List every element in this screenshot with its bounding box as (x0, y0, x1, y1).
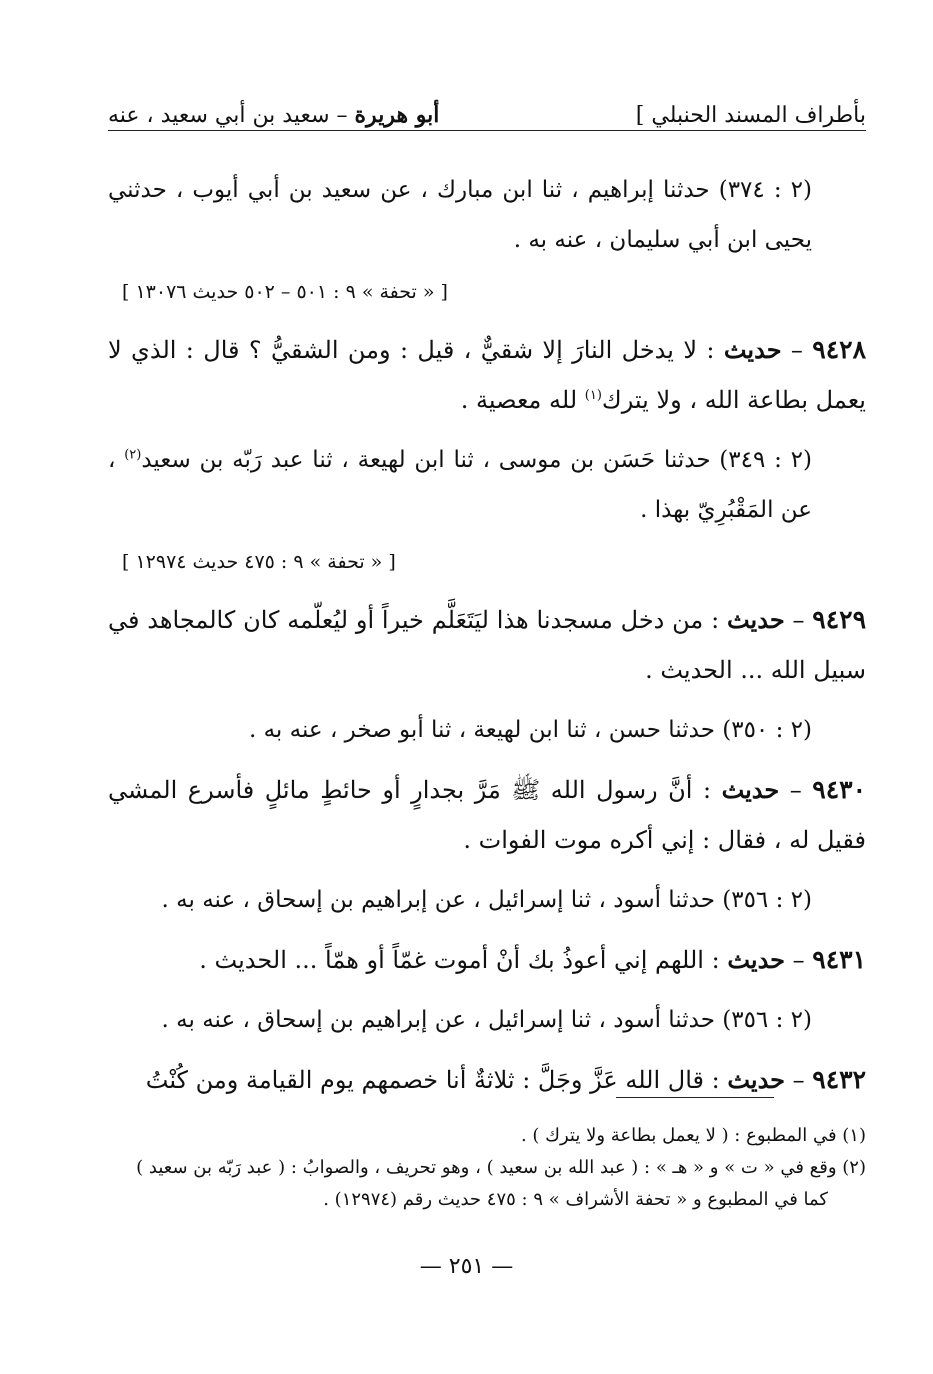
footnote-ref-1: (١) (584, 388, 602, 403)
hadith-9432: ٩٤٣٢ – حديث : قال الله عَزَّ وجَلَّ : ثلاثةٌ أنا خصمهم يوم القيامة ومن كُنْتُ (145, 1065, 866, 1094)
hadith-text: : أنَّ رسول الله ﷺ مَرَّ بجدارٍ أو حائطٍ مائلٍ فأسرع المشي فقيل له ، فقال : إني أكره موت الفوات . (108, 776, 866, 854)
chain-text: (٢ : ٣٤٩) حدثنا حَسَن بن موسى ، ثنا ابن لهيعة ، ثنا عبد رَبّه بن سعيد (141, 447, 813, 473)
hadith-number: ٩٤٢٩ (812, 605, 866, 634)
hadith-9428: ٩٤٢٨ – حديث : لا يدخل النارَ إلا شقيٌّ ، قيل : ومن الشقيُّ ؟ قال : الذي لا يعمل بطاعة الله ، ولا يترك$^{(١)}$ لله معصية . (108, 335, 866, 414)
chain-350: (٢ : ٣٥٠) حدثنا حسن ، ثنا ابن لهيعة ، ثنا أبو صخر ، عنه به . (248, 717, 812, 743)
hadith-keyword: حديث (727, 945, 786, 974)
footnote-1: (١) في المطبوع : ( لا يعمل بطاعة ولا يترك ) . (520, 1125, 866, 1146)
footnote-2-continued: كما في المطبوع و « تحفة الأشراف » ٩ : ٤٧٥ حديث رقم (١٢٩٧٤) . (323, 1189, 828, 1210)
hadith-number: ٩٤٣٢ (812, 1065, 866, 1094)
hadith-keyword: حديث (727, 1065, 786, 1094)
header-section-bold: أبو هريرة (354, 102, 440, 128)
footnote-2: (٢) وقع في « ت » و « هـ » : ( عبد الله بن سعيد ) ، وهو تحريف ، والصوابُ : ( عبد رَبّه بن سعيد ) (136, 1157, 866, 1178)
footnote-divider (616, 1097, 774, 1098)
hadith-text: : لا يدخل النارَ إلا شقيٌّ ، قيل : ومن الشقيُّ ؟ قال : الذي لا يعمل بطاعة الله ، ولا يترك (108, 336, 866, 414)
hadith-text-end: لله معصية . (460, 386, 585, 414)
hadith-keyword: حديث (726, 605, 785, 634)
tuhfa-ref-1: [ « تحفة » ٩ : ٥٠١ – ٥٠٢ حديث ١٣٠٧٦ ] (122, 281, 448, 303)
chain-text-end: ، عن المَقْبُرِيّ بهذا . (108, 447, 812, 523)
footnotes (108, 1120, 866, 1216)
tuhfa-ref-2: [ « تحفة » ٩ : ٤٧٥ حديث ١٢٩٧٤ ] (122, 551, 396, 573)
footnote-ref-2: (٢) (124, 447, 142, 463)
hadith-keyword: حديث (721, 775, 780, 804)
chain-356-a: (٢ : ٣٥٦) حدثنا أسود ، ثنا إسرائيل ، عن إبراهيم بن إسحاق ، عنه به . (161, 887, 812, 913)
hadith-9431: ٩٤٣١ – حديث : اللهم إني أعوذُ بك أنْ أموت غمّاً أو همّاً ... الحديث . (199, 945, 866, 974)
running-header (108, 96, 866, 131)
hadith-text: : من دخل مسجدنا هذا ليَتَعَلَّم خيراً أو ليُعلّمه كان كالمجاهد في سبيل الله ... الحديث . (108, 606, 866, 684)
hadith-9430: ٩٤٣٠ – حديث : أنَّ رسول الله ﷺ مَرَّ بجدارٍ أو حائطٍ مائلٍ فأسرع المشي فقيل له ، فقال : إني أكره موت الفوات . (108, 775, 866, 854)
hadith-number: ٩٤٢٨ (812, 335, 866, 364)
chain-374: (٢ : ٣٧٤) حدثنا إبراهيم ، ثنا ابن مبارك ، عن سعيد بن أبي أيوب ، حدثني يحيى ابن أبي سليمان ، عنه به . (108, 177, 812, 253)
chain-349 (108, 435, 866, 535)
main-text (108, 165, 866, 1115)
page-number: — ٢٥١ — (419, 1254, 514, 1279)
hadith-text: : اللهم إني أعوذُ بك أنْ أموت غمّاً أو همّاً ... الحديث . (199, 946, 728, 974)
chain-356-b: (٢ : ٣٥٦) حدثنا أسود ، ثنا إسرائيل ، عن إبراهيم بن إسحاق ، عنه به . (161, 1007, 812, 1033)
hadith-keyword: حديث (723, 335, 782, 364)
hadith-number: ٩٤٣٠ (812, 775, 866, 804)
header-section (108, 101, 439, 130)
header-title: بأطراف المسند الحنبلي ] (635, 103, 866, 128)
header-section-rest: – سعيد بن أبي سعيد ، عنه (108, 103, 355, 128)
hadith-number: ٩٤٣١ (812, 945, 866, 974)
hadith-text: : قال الله عَزَّ وجَلَّ : ثلاثةٌ أنا خصمهم يوم القيامة ومن كُنْتُ (145, 1066, 728, 1094)
hadith-9429: ٩٤٢٩ – حديث : من دخل مسجدنا هذا ليَتَعَلَّم خيراً أو ليُعلّمه كان كالمجاهد في سبيل الله ... الحديث . (108, 605, 866, 684)
